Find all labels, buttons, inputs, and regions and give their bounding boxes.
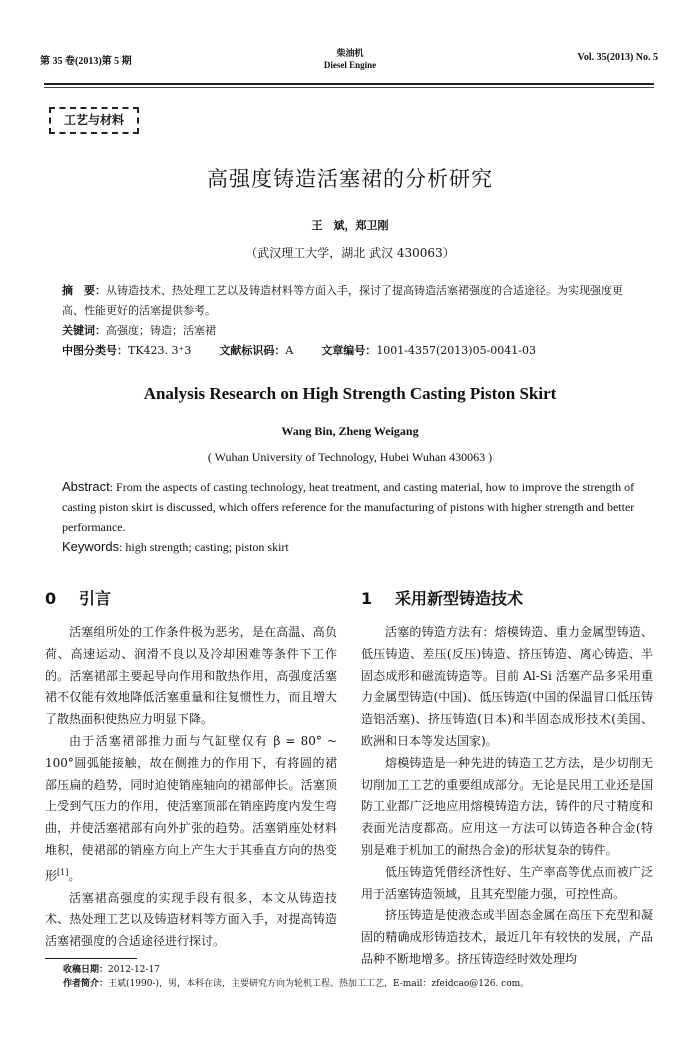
section-heading-introduction	[45, 588, 337, 610]
clc-label: 中图分类号：	[62, 344, 128, 357]
paragraph-end: 。	[68, 868, 81, 883]
author-bio-label: 作者简介：	[63, 979, 109, 989]
doc-code-value: A	[285, 344, 294, 357]
clc-value: TK423. 3⁺3	[128, 344, 192, 357]
keywords-en	[62, 537, 642, 557]
abstract-en	[62, 477, 642, 537]
keywords-en-label: Keywords	[62, 539, 120, 554]
abstract-en-text: : From the aspects of casting technology, heat treatment, and casting material, how to improve the strength of casting piston skirt is discussed, which offers reference for the manufacturing of pistons with higher strength and better performance.	[62, 480, 635, 534]
column-right	[361, 588, 653, 971]
received-label: 收稿日期：	[63, 965, 109, 975]
abstract-cn-text: 从铸造技术、热处理工艺以及铸造材料等方面入手，探讨了提高铸造活塞裙强度的合适途径。为实现强度更高、性能更好的活塞提供参考。	[62, 284, 623, 317]
journal-name-en: Diesel Engine	[323, 60, 377, 70]
journal-volume: Vol. 35(2013) No. 5	[577, 52, 658, 63]
classification-line	[62, 341, 642, 361]
title-en: Analysis Research on High Strength Casting Piston Skirt	[143, 384, 557, 403]
authors-cn: 王 斌，郑卫刚	[311, 219, 389, 232]
journal-name-cn: 柴油机	[336, 48, 364, 58]
column-left	[45, 588, 337, 953]
section-title: 采用新型铸造技术	[395, 589, 524, 608]
abstract-cn	[62, 281, 642, 321]
doc-code-label: 文献标识码：	[219, 344, 286, 357]
keywords-cn-label: 关键词：	[62, 324, 106, 337]
keywords-cn-text: 高强度；铸造；活塞裙	[106, 324, 216, 337]
paragraph: 熔模铸造是一种先进的铸造工艺方法，是少切削无切削加工工艺的重要组成部分。无论是民用工业还是国防工业都广泛地应用熔模铸造方法，铸件的尺寸精度和表面光洁度都高。应用这一方法可以铸造各种合金(特别是难于机加工的耐热合金)的形状复杂的铸件。	[361, 755, 653, 857]
footnote-received	[63, 963, 160, 977]
keywords-en-text: : high strength; casting; piston skirt	[119, 540, 289, 554]
paragraph	[45, 731, 337, 888]
authors-en: Wang Bin, Zheng Weigang	[281, 424, 419, 438]
received-date: 2012-12-17	[108, 965, 160, 975]
paragraph: 低压铸造凭借经济性好、生产率高等优点而被广泛用于活塞铸造领域，且其充型能力强，可控性高。	[361, 864, 653, 901]
title-cn: 高强度铸造活塞裙的分析研究	[207, 167, 493, 191]
section-title: 引言	[79, 589, 112, 608]
abstract-en-label: Abstract	[62, 479, 110, 494]
paragraph-text: 由于活塞裙部推力面与气缸壁仅有 β = 80° ~ 100°圆弧能接触，故在侧推力的作用下，有将圆的裙部压扁的趋势，同时迫使销座轴向的裙部伸长。活塞顶上受到气压力的作用，使活塞顶部在销座跨度内发生弯曲，并使活塞裙部有向外扩张的趋势。活塞销座处材料堆积，使裙部的销座方向上产生大于其垂直方向的热变形	[45, 733, 337, 883]
footnote-author-bio	[63, 977, 529, 991]
paragraph: 活塞的铸造方法有：熔模铸造、重力金属型铸造、低压铸造、差压(反压)铸造、挤压铸造、离心铸造、半固态成形和磁流铸造等。目前 Al-Si 活塞产品多采用重力金属型铸造(中国)、低压铸造(中国的保温冒口低压铸造铝活塞)、挤压铸造(日本)和半固态成形技术(美国、欧洲和日本等发达国家)。	[361, 625, 653, 748]
header-rule-thin	[44, 87, 654, 88]
paragraph: 活塞裙高强度的实现手段有很多，本文从铸造技术、热处理工艺以及铸造材料等方面入手，对提高铸造活塞裙强度的合适途径进行探讨。	[45, 890, 337, 949]
section-heading-casting-technology	[361, 588, 653, 610]
affiliation-en: ( Wuhan University of Technology, Hubei Wuhan 430063 )	[207, 450, 493, 464]
article-no-value: 1001-4357(2013)05-0041-03	[376, 344, 537, 357]
section-number: 0	[45, 589, 57, 608]
section-number: 1	[361, 589, 373, 608]
affiliation-cn: （武汉理工大学，湖北 武汉 430063）	[245, 246, 455, 260]
journal-issue: 第 35 卷(2013)第 5 期	[40, 56, 132, 67]
abstract-cn-label: 摘 要：	[62, 284, 106, 297]
paragraph: 挤压铸造是使液态或半固态金属在高压下充型和凝固的精确成形铸造技术，最近几年有较快的发展，产品品种不断地增多。挤压铸造经时效处理均	[361, 908, 653, 966]
paragraph: 活塞组所处的工作条件极为恶劣，是在高温、高负荷、高速运动、润滑不良以及冷却困难等条件下工作的。活塞裙部主要起导向作用和散热作用，高强度活塞裙不仅能有效地降低活塞重量和往复惯性力，而且增大了散热面积使热应力明显下降。	[45, 625, 337, 727]
section-label: 工艺与材料	[49, 107, 139, 134]
keywords-cn	[62, 321, 642, 341]
author-bio-text: 王斌(1990-)，男，本科在读，主要研究方向为轮机工程、热加工工艺，E-mail：zfeidcao@126. com。	[108, 979, 530, 989]
footnote-rule	[45, 958, 137, 959]
citation-ref[interactable]: [1]	[57, 867, 69, 877]
header-rule	[44, 83, 654, 85]
article-no-label: 文章编号：	[321, 344, 377, 357]
